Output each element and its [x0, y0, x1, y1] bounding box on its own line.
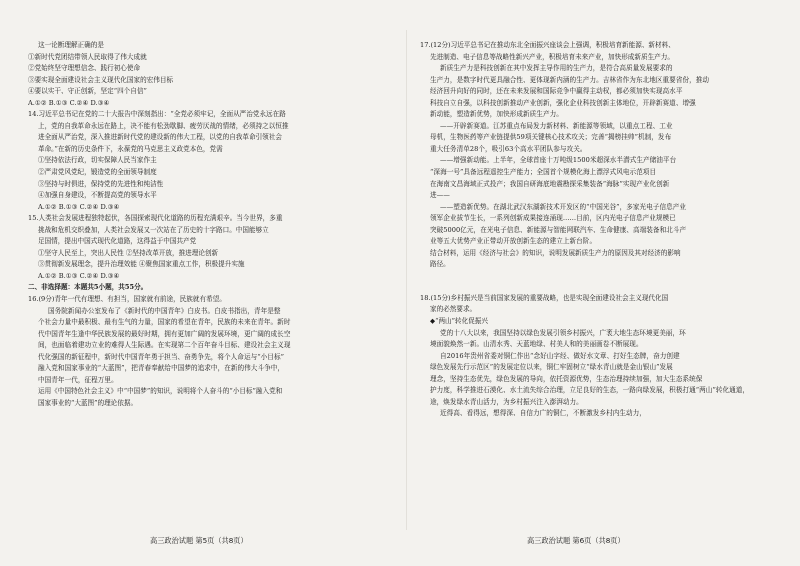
right-text-line: ——增强新动能。上半年，全球首座十万吨级1500米超深水半潜式生产储油平台: [440, 156, 677, 165]
right-page: [408, 0, 800, 566]
right-text-line: 17.(12分)习近平总书记在推动东北全面振兴座谈会上强调，积极培育新能源、新材料、: [420, 41, 675, 49]
left-text-line: 个社会力量中最积极、最有生气的力量，国家的希望在青年，民族的未来在青年。新时: [38, 318, 291, 327]
left-text-line: ②党始终坚守理想信念、践行初心使命: [28, 64, 141, 73]
right-text-line: 业等五大优势产业正带动开放创新生态的建立上新台阶。: [430, 237, 597, 246]
right-page-footer: 高三政治试题 第6页（共8页）: [527, 536, 625, 545]
right-text-line: 18.(15分)乡村振兴是当前国家发展的重要战略，也是实现全面建设社会主义现代化国: [420, 293, 669, 302]
right-text-line: 领军企业拔节生长，一系列创新成果接连涌现……目前，区内光电子信息产业规模已: [430, 214, 676, 223]
right-text-line: ——开辟新赛道。江苏重点布局发力新材料、新能源等领域，以重点工程、工业: [440, 121, 673, 130]
right-text-line: 新动能，塑造新优势，加快形成新质生产力。: [430, 110, 563, 119]
left-page-footer: 高三政治试题 第5页（共8页）: [150, 536, 248, 545]
left-text-line: ①新时代党团结带领人民取得了伟大成就: [28, 52, 147, 61]
left-text-line: 中国青年一代，征程万里。: [38, 375, 118, 384]
left-text-line: 进全面从严治党，深入推进新时代党的建设新的伟大工程，以党的自我革命引领社会: [38, 133, 282, 142]
right-text-line: ◆“两山”转化促振兴: [430, 317, 488, 326]
left-text-line: 16.(9分)青年一代有理想、有担当，国家就有前途，民族就有希望。: [28, 295, 226, 304]
left-text-line: 这一论断理解正确的是: [38, 41, 104, 49]
left-text-line: ①坚持依法行政，切实保障人民当家作主: [38, 156, 157, 165]
left-text-line: 运用《中国特色社会主义》中“中国梦”的知识，说明将个人奋斗的“小目标”融入党和: [38, 387, 283, 396]
right-text-line: 经济回升向好的同时，还在未来发展和国际竞争中赢得主动权，都必须加快实现高水平: [430, 87, 683, 96]
right-text-line: 科技自立自强，以科技创新推动产业创新，强化企业科技创新主体地位，开辟新赛道、增强: [430, 98, 696, 107]
left-text-line: 二、非选择题：本题共5小题，共55分。: [28, 283, 148, 292]
right-text-line: 结合材料，运用《经济与社会》的知识，说明发展新质生产力的原因及其对经济的影响: [430, 248, 681, 257]
right-text-line: 护力度，科学推进石漠化、水土流失综合治理，立足良好的生态，一路向绿发展，积极打通“两山”转化通道，: [430, 386, 750, 395]
right-text-line: 突破5000亿元，在光电子信息、新能源与智能网联汽车、生命健康、高端装备和北斗产: [430, 225, 687, 234]
right-text-line: [420, 271, 780, 293]
right-text-line: 绿色发展先行示范区”的发展定位以来，铜仁牢固树立“绿水青山就是金山银山”发展: [430, 363, 673, 372]
right-text-line: 近得高、看得远，想得深、自信力广的铜仁，不断激发乡村内生动力，: [440, 409, 646, 418]
left-text-line: ②严肃党风党纪，锻造党的全面领导制度: [38, 168, 157, 177]
right-text-line: 先进制造、电子信息等战略性新兴产业，积极培育未来产业，加快形成新质生产力。: [430, 52, 674, 61]
left-text-line: ③坚持与时俱进，保持党的先进性和纯洁性: [38, 179, 164, 188]
left-text-line: 融入党和国家事业的“大蓝图”，把青春奉献给中国梦的追求中，在新的伟大斗争中，: [38, 364, 285, 373]
right-text-line: 路径。: [430, 260, 450, 269]
left-text-line: ③要实现全面建设社会主义现代化国家的宏伟目标: [28, 75, 174, 84]
left-text-line: 代化强国的新征程中，新时代中国青年勇于担当、奋勇争先，将个人命运与“小目标”: [38, 352, 285, 361]
right-text-line: 家的必然要求。: [430, 305, 477, 314]
left-text-line: ④要以实干、守正创新，坚定“四个自信”: [28, 87, 147, 96]
right-text-line: 母机，生物医药等产业链提供59项关键核心技术攻关；完善“揭榜挂帅”机制，发布: [430, 133, 672, 142]
right-text-line: 途，焕发绿水青山活力，为乡村振兴注入澎湃动力。: [430, 397, 583, 406]
left-text-line: 国家事业的“大蓝图”的理论依据。: [38, 398, 138, 407]
left-text-line: 足国情，提出中国式现代化道路，这得益于中国共产党: [38, 237, 197, 246]
right-text-line: ——塑造新优势。在湖北武汉东湖新技术开发区的“中国光谷”，多家光电子信息产业: [440, 202, 687, 211]
right-text-line: 生产力，是数字时代更具融合性、更体现新内涵的生产力。吉林省作为东北地区重要省份，推动: [430, 75, 710, 84]
left-text-line: 上，党的自我革命永远在路上，决不能有松劲歇脚、疲劳厌战的情绪，必须持之以恒推: [38, 121, 289, 130]
left-text-line: ③贯彻新发展理念，提升治理效能 ④聚焦国家重点工作，积极提升实施: [38, 260, 245, 269]
right-text-line: 重大任务清单28个，吸引63个高水平团队参与攻关。: [430, 144, 587, 153]
left-text-line: 间，也面临着建功立业的难得人生际遇。在实现第二个百年奋斗目标、建设社会主义现: [38, 341, 291, 350]
left-text-line: 代中国青年生逢中华民族发展的最好时期，拥有更加广阔的发展环境，更广阔的成长空: [38, 329, 291, 338]
right-text-line: “深海一号”具备远程遥控生产能力；全国首个规模化海上漂浮式风电示范项目: [430, 168, 657, 177]
right-text-line: 在海南文昌海域正式投产；我国自研海底地震勘探采集装备“海脉”实现产业化创新: [430, 179, 670, 188]
right-text-line: 新质生产力是科技创新在其中发挥主导作用的生产力，是符合高质量发展要求的: [440, 64, 673, 73]
left-text-line: ①坚守人民至上，突出人民性 ②坚持改革开放，推进理论创新: [38, 248, 219, 257]
left-text-line: 15.人类社会发展进程独特起伏，各国探索现代化道路的历程充满艰辛。当今世界，多重: [28, 214, 283, 223]
left-text-line: A.①② B.①③ C.②④ D.③④: [28, 98, 110, 107]
left-text-line: ④加强自身建设，不断提高党的领导水平: [38, 191, 157, 200]
right-text-line: 境面貌焕然一新。山清水秀、天蓝地绿、村美人和的美丽画卷不断展现。: [430, 340, 643, 349]
left-text-line: A.①② B.①③ C.②④ D.③④: [38, 271, 120, 280]
right-text-line: 党的十八大以来，我国坚持以绿色发展引领乡村振兴，广袤大地生态环境更美丽，环: [440, 328, 686, 337]
left-text-line: A.①② B.①③ C.②④ D.③④: [38, 202, 120, 211]
right-text-line: 进——: [430, 191, 450, 200]
right-text-line: 理念，坚持生态优先，绿色发展的导向，依托资源优势，生态治理持续加强，加大生态系统保: [430, 374, 703, 383]
left-text-line: 挑战和危机交织叠加，人类社会发展又一次站在了历史的十字路口。中国能够立: [38, 225, 269, 234]
left-text-line: 国务院新闻办公室发布了《新时代的中国青年》白皮书。白皮书指出，青年是整: [48, 306, 281, 315]
left-text-line: 革命。”在新的历史条件下，永葆党的马克思主义政党本色，党需: [38, 144, 223, 153]
left-text-line: 14.习近平总书记在党的二十大报告中深刻指出：“全党必须牢记，全面从严治党永远在路: [28, 110, 286, 119]
right-text-line: 自2016年贵州省委对铜仁作出“念好山字经、做好水文章、打好生态牌，奋力创建: [440, 351, 680, 360]
